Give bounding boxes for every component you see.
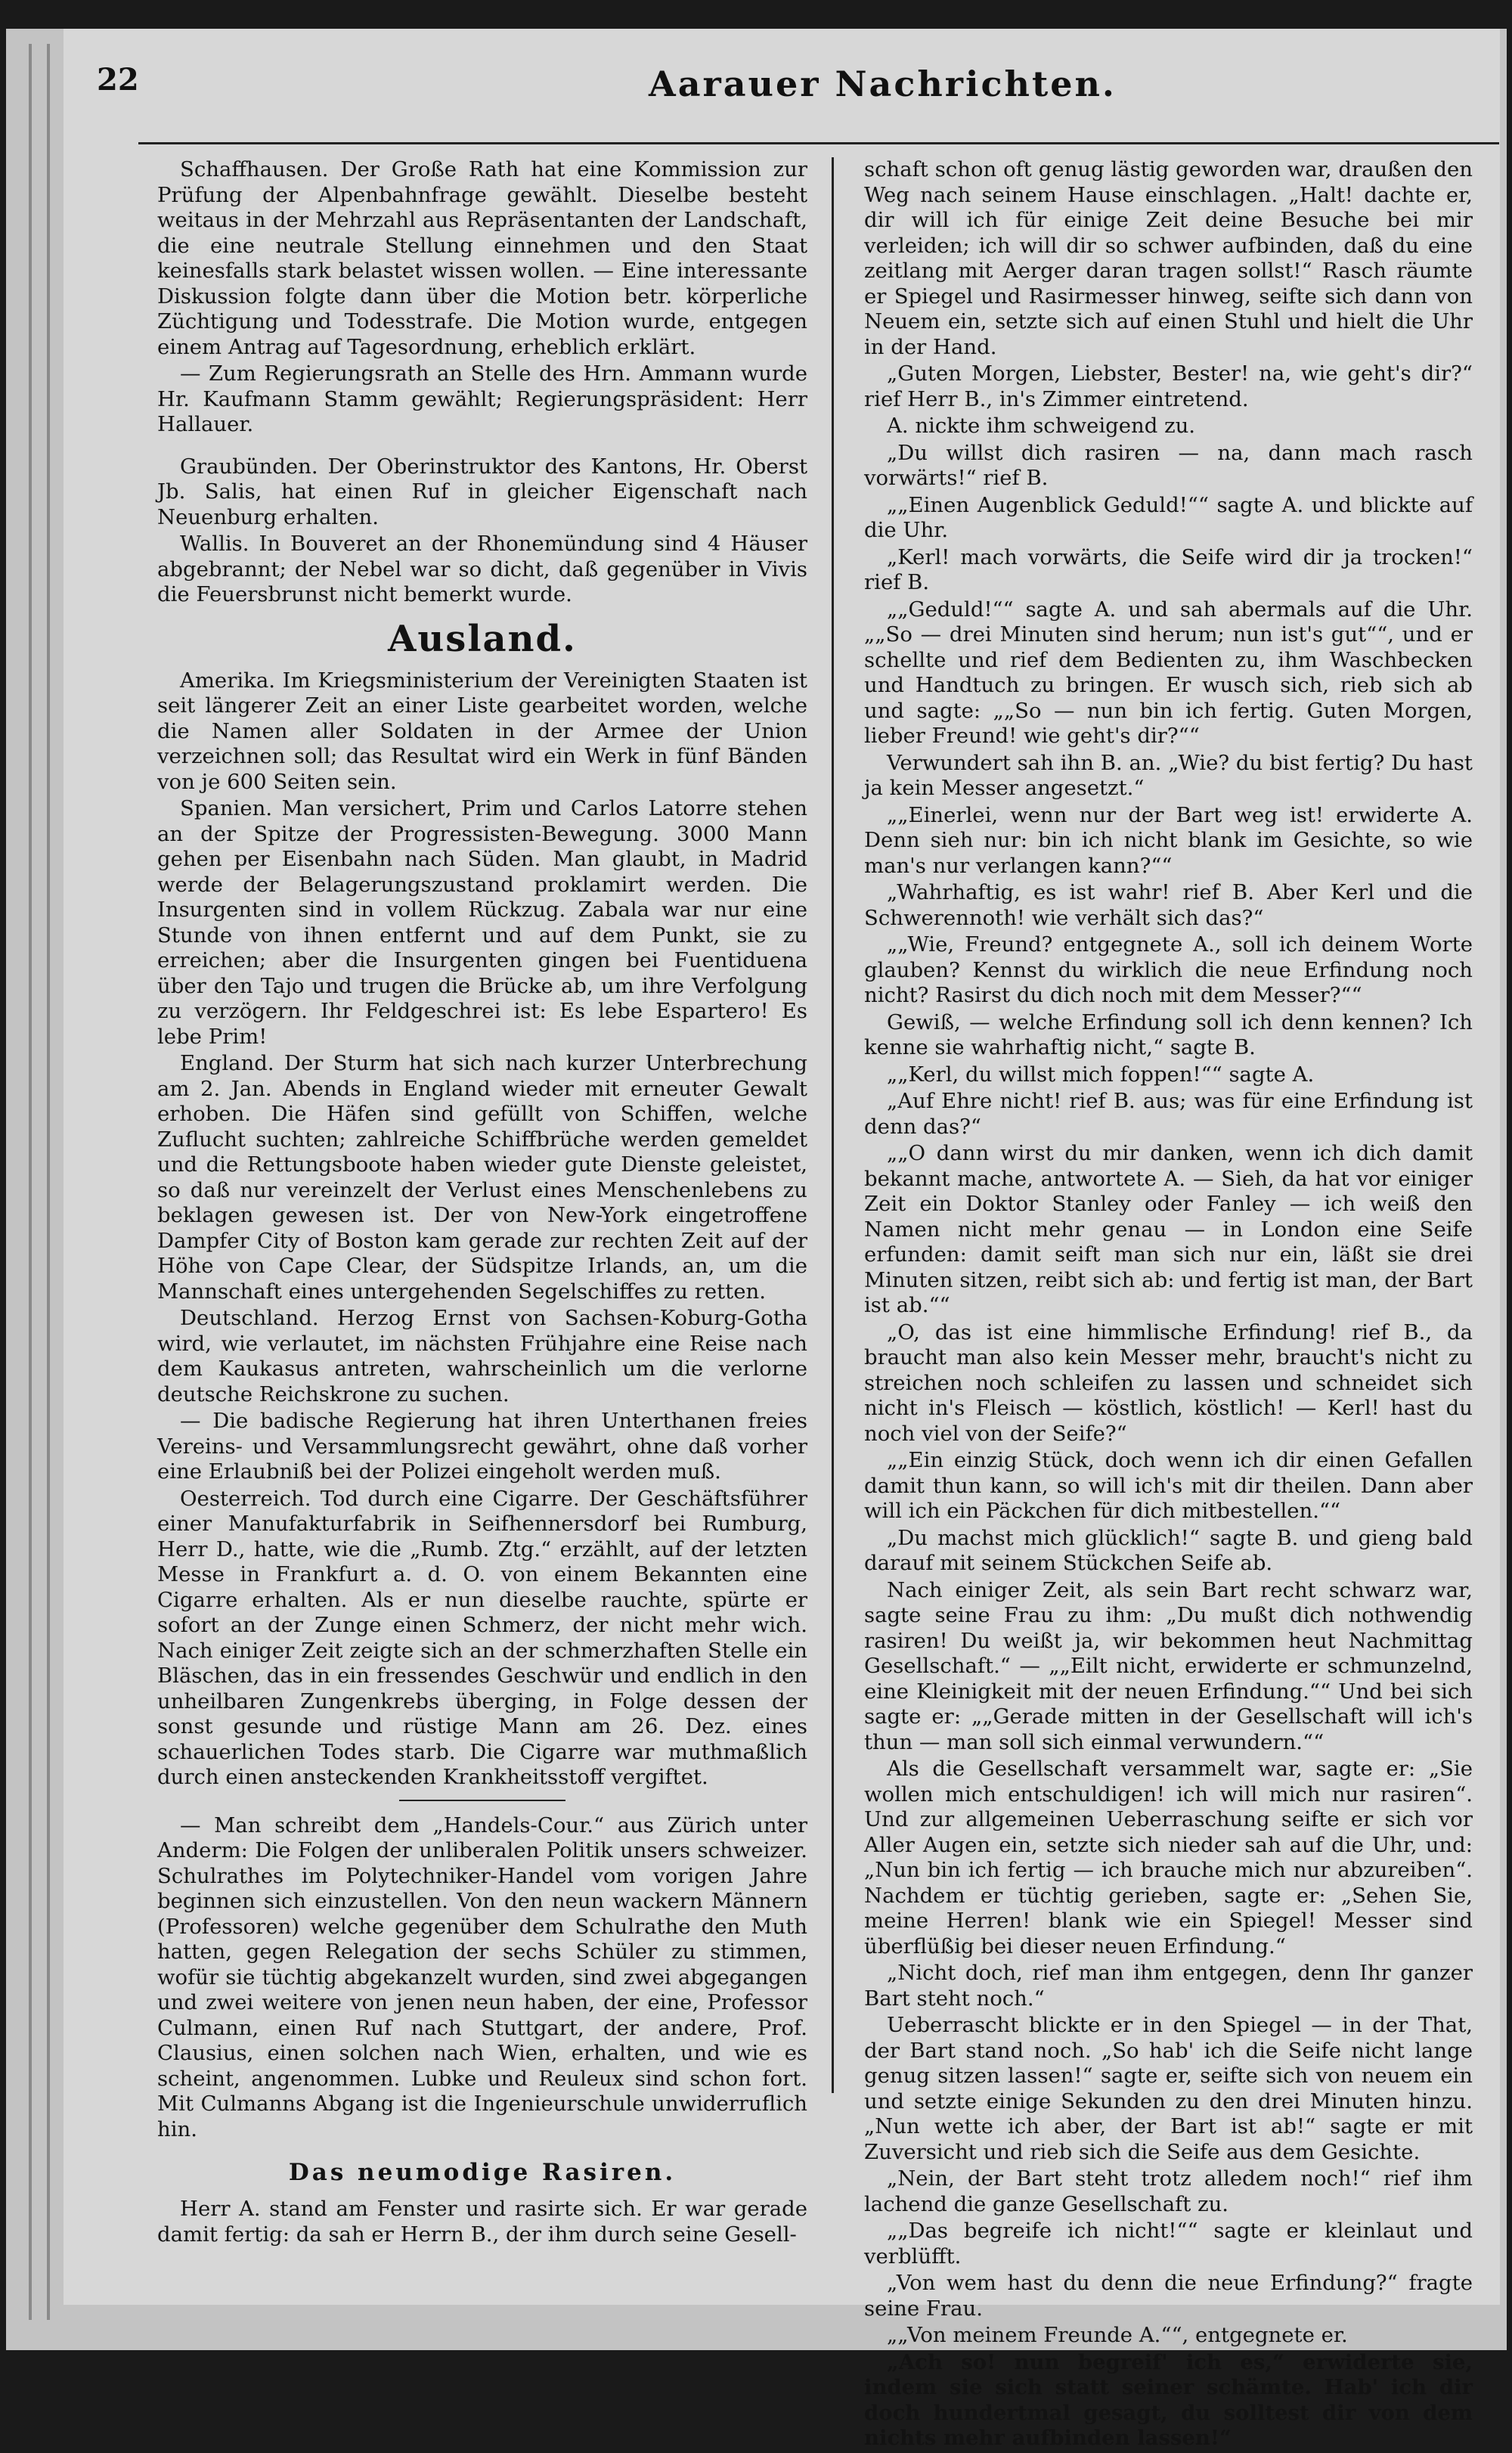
feuilleton-title: Das neumodige Rasiren.: [288, 2159, 677, 2186]
story-paragraph: „„Einen Augenblick Geduld!““ sagte A. und blickte auf die Uhr.: [864, 492, 1473, 542]
story-paragraph: „„Wie, Freund? entgegnete A., soll ich deinem Worte glauben? Kennst du wirklich die neue Erfindung noch nicht? Rasirst du dich noch mit dem Messer?““: [864, 932, 1473, 1007]
story-paragraph: „„Kerl, du willst mich foppen!““ sagte A.: [887, 1062, 1315, 1087]
article-wallis: Wallis. In Bouveret an der Rhonemündung sind 4 Häuser abgebrannt; der Nebel war so dicht, daß gegenüber in Vivis die Feuersbrunst nicht bemerkt wurde.: [157, 532, 807, 606]
article-spanien: Spanien. Man versichert, Prim und Carlos Latorre stehen an der Spitze der Progressisten-Bewegung. 3000 Mann gehen per Eisenbahn nach Süden. Man glaubt, in Madrid werde der Belagerungszustand proklamirt werden. Die Insurgenten sind in vollem Rückzug. Zabala war nur eine Stunde von ihnen entfernt und auf dem Punkt, sie zu erreichen; aber die Insurgenten gingen bei Fuentiduena über den Tajo und trugen die Brücke ab, um ihre Verfolgung zu verzögern. Ihr Feldgeschrei ist: Es lebe Espartero! Es lebe Prim!: [157, 796, 807, 1049]
story-paragraph: A. nickte ihm schweigend zu.: [887, 414, 1196, 438]
newspaper-page: [6, 29, 1507, 2450]
story-paragraph: schaft schon oft genug lästig geworden war, draußen den Weg nach seinem Hause einschlagen. „Halt! dachte er, dir will ich für einige Zeit deine Besuche bei mir verleiden; ich will dir so schwer aufbinden, daß du eine zeitlang mit Aerger daran tragen sollst!“ Rasch räumte er Spiegel und Rasirmesser hinweg, seifte sich dann von Neuem ein, setzte sich auf einen Stuhl und hielt die Uhr in der Hand.: [864, 157, 1473, 359]
story-paragraph: Als die Gesellschaft versammelt war, sagte er: „Sie wollen mich entschuldigen! ich will mich nur rasiren“. Und zur allgemeinen Ueberraschung seifte er sich vor Aller Augen ein, setzte sich nieder sah auf die Uhr, und: „Nun bin ich fertig — ich brauche mich nur abzureiben“. Nachdem er tüchtig gerieben, sagte er: „Sehen Sie, meine Herren! blank wie ein Spiegel! Messer sind überflüßig bei dieser neuen Erfindung.“: [864, 1757, 1473, 1958]
story-paragraph: „„Einerlei, wenn nur der Bart weg ist! erwiderte A. Denn sieh nur: bin ich nicht blank im Gesichte, so wie man's nur verlangen kann?““: [864, 802, 1473, 878]
article-zuerich: — Man schreibt dem „Handels-Cour.“ aus Zürich unter Anderm: Die Folgen der unliberalen Politik unsers schweizer. Schulrathes im Polytechniker-Handel vom vorigen Jahre beginnen sich einzustellen. Von den neun wackern Männern (Professoren) welche gegenüber dem Schulrathe den Muth hatten, gegen Relegation der sechs Schüler zu stimmen, wofür sie tüchtig abgekanzelt wurden, sind zwei abgegangen und zwei weitere von jenen neun haben, der eine, Professor Culmann, einen Ruf nach Stuttgart, der andere, Prof. Clausius, einen solchen nach Wien, erhalten, und wie es scheint, angenommen. Lubke und Reuleux sind schon fort. Mit Culmanns Abgang ist die Ingenieurschule unwiderruflich hin.: [157, 1813, 807, 2141]
story-paragraph: „Wahrhaftig, es ist wahr! rief B. Aber Kerl und die Schwerennoth! wie verhält sich das?“: [864, 880, 1473, 930]
story-paragraph: „„Das begreife ich nicht!““ sagte er kleinlaut und verblüfft.: [864, 2219, 1473, 2268]
column-rule: [832, 157, 834, 2093]
story-closing: „Ach so! nun begreif' ich es,“ erwiderte sie, indem sie sich statt seiner schämte. Hab' ich dir doch hundertmal gesagt, du solltest dir von dem nichts mehr aufbinden lassen!“: [864, 2349, 1473, 2450]
article-schaffhausen: Schaffhausen. Der Große Rath hat eine Kommission zur Prüfung der Alpenbahnfrage gewählt. Dieselbe besteht weitaus in der Mehrzahl aus Repräsentanten der Landschaft, die eine neutrale Stellung einnehmen und den Staat keinesfalls stark belastet wissen wollen. — Eine interessante Diskussion folgte dann über die Motion betr. körperliche Züchtigung und Todesstrafe. Die Motion wurde, entgegen einem Antrag auf Tagesordnung, erheblich erklärt.: [157, 157, 807, 359]
page-edge: [29, 44, 32, 2320]
article-amerika: Amerika. Im Kriegsministerium der Vereinigten Staaten ist seit längerer Zeit an einer Liste gearbeitet worden, welche die Namen aller Soldaten in der Armee der Union verzeichnen soll; das Resultat wird ein Werk in fünf Bänden von je 600 Seiten sein.: [157, 668, 807, 794]
article-regierungsrath: — Zum Regierungsrath an Stelle des Hrn. Ammann wurde Hr. Kaufmann Stamm gewählt; Regierungspräsident: Herr Hallauer.: [157, 361, 807, 436]
article-oesterreich: Oesterreich. Tod durch eine Cigarre. Der Geschäftsführer einer Manufakturfabrik in Seifhennersdorf bei Rumburg, Herr D., hatte, wie die „Rumb. Ztg.“ erzählt, auf der letzten Messe in Frankfurt a. d. O. von einem Bekannten eine Cigarre erhalten. Als er nun dieselbe rauchte, spürte er sofort an der Zunge einen Schmerz, der nicht mehr wich. Nach einiger Zeit zeigte sich an der schmerzhaften Stelle ein Bläschen, das in ein fressendes Geschwür und endlich in den unheilbaren Zungenkrebs überging, in Folge dessen der sonst gesunde und rüstige Mann am 26. Dez. eines schauerlichen Todes starb. Die Cigarre war muthmaßlich durch einen ansteckenden Krankheitsstoff vergiftet.: [157, 1486, 807, 1789]
story-paragraph: Gewiß, — welche Erfindung soll ich denn kennen? Ich kenne sie wahrhaftig nicht,“ sagte B.: [864, 1009, 1473, 1059]
header-rule: [138, 142, 1499, 144]
left-column: [157, 157, 807, 2249]
story-paragraph: „Kerl! mach vorwärts, die Seife wird dir ja trocken!“ rief B.: [864, 544, 1473, 594]
article-baden: — Die badische Regierung hat ihren Unterthanen freies Vereins- und Versammlungsrecht gewährt, ohne daß vorher eine Erlaubniß bei der Polizei eingeholt werden muß.: [157, 1409, 807, 1484]
story-paragraph: „O, das ist eine himmlische Erfindung! rief B., da braucht man also kein Messer mehr, braucht's nicht zu streichen noch schleifen zu lassen und schneidet sich nicht in's Fleisch — köstlich, köstlich! — Kerl! hast du noch viel von der Seife?“: [864, 1320, 1473, 1446]
story-paragraph: „Auf Ehre nicht! rief B. aus; was für eine Erfindung ist denn das?“: [864, 1089, 1473, 1139]
story-paragraph: „„Von meinem Freunde A.““, entgegnete er.: [887, 2323, 1348, 2347]
story-paragraph: „Du willst dich rasiren — na, dann mach rasch vorwärts!“ rief B.: [864, 440, 1473, 490]
story-paragraph: „Von wem hast du denn die neue Erfindung?“ fragte seine Frau.: [864, 2271, 1473, 2321]
story-paragraph: „Du machst mich glücklich!“ sagte B. und gieng bald darauf mit seinem Stückchen Seife ab.: [864, 1525, 1473, 1575]
article-england: England. Der Sturm hat sich nach kurzer Unterbrechung am 2. Jan. Abends in England wieder mit erneuter Gewalt erhoben. Die Häfen sind gefüllt von Schiffen, welche Zuflucht suchten; zahlreiche Schiffbrüche werden gemeldet und die Rettungsboote haben wieder gute Dienste geleistet, so daß nur vereinzelt der Verlust eines Menschenlebens zu beklagen gewesen ist. Der von New-York eingetroffene Dampfer City of Boston kam gerade zur rechten Zeit auf der Höhe von Cape Clear, der Südspitze Irlands, an, um die Mannschaft eines untergehenden Segelschiffes zu retten.: [157, 1051, 807, 1304]
story-paragraph: „„O dann wirst du mir danken, wenn ich dich damit bekannt mache, antwortete A. — Sieh, da hat vor einiger Zeit ein Doktor Stanley oder Fanley — ich weiß den Namen nicht mehr genau — in London eine Seife erfunden: damit seift man sich nur ein, läßt sie drei Minuten sitzen, reibt sich ab: und fertig ist man, der Bart ist ab.““: [864, 1141, 1473, 1317]
story-paragraph: Nach einiger Zeit, als sein Bart recht schwarz war, sagte seine Frau zu ihm: „Du mußt dich nothwendig rasiren! Du weißt ja, wir bekommen heut Nachmittag Gesellschaft.“ — „„Eilt nicht, erwiderte er schmunzelnd, eine Kleinigkeit mit der neuen Erfindung.““ Und bei sich sagte er: „„Gerade mitten in der Gesellschaft will ich's thun — man soll sich einmal verwundern.““: [864, 1577, 1473, 1754]
story-paragraph: Ueberrascht blickte er in den Spiegel — in der That, der Bart stand noch. „So hab' ich die Seife nicht lange genug sitzen lassen!“ sagte er, seifte sich von neuem ein und setzte einige Sekunden zu den drei Minuten hinzu. „Nun wette ich aber, der Bart ist ab!“ sagte er mit Zuversicht und rieb sich die Seife aus dem Gesichte.: [864, 2013, 1473, 2164]
right-column: [864, 157, 1473, 2453]
story-paragraph: Verwundert sah ihn B. an. „Wie? du bist fertig? Du hast ja kein Messer angesetzt.“: [864, 750, 1473, 800]
masthead-title: Aarauer Nachrichten.: [649, 64, 1117, 104]
article-deutschland: Deutschland. Herzog Ernst von Sachsen-Koburg-Gotha wird, wie verlautet, im nächsten Frühjahre eine Reise nach dem Kaukasus antreten, wahrscheinlich um die verlorne deutsche Reichskrone zu suchen.: [157, 1306, 807, 1406]
page-edge: [47, 44, 50, 2320]
section-divider: [399, 1800, 565, 1801]
article-graubuenden: Graubünden. Der Oberinstruktor des Kantons, Hr. Oberst Jb. Salis, hat einen Ruf in gleicher Eigenschaft nach Neuenburg erhalten.: [157, 454, 807, 529]
story-paragraph: „„Geduld!““ sagte A. und sah abermals auf die Uhr. „„So — drei Minuten sind herum; nun ist's gut““, und er schellte und rief dem Bedienten zu, ihm Waschbecken und Handtuch zu bringen. Er wusch sich, rieb sich ab und sagte: „„So — nun bin ich fertig. Guten Morgen, lieber Freund! wie geht's dir?““: [864, 597, 1473, 748]
page-number: 22: [97, 62, 139, 98]
section-heading-ausland: Ausland.: [388, 617, 577, 660]
story-paragraph: „Guten Morgen, Liebster, Bester! na, wie geht's dir?“ rief Herr B., in's Zimmer eintretend.: [864, 361, 1473, 411]
story-paragraph: „Nein, der Bart steht trotz alledem noch!“ rief ihm lachend die ganze Gesellschaft zu.: [864, 2166, 1473, 2216]
story-paragraph: „„Ein einzig Stück, doch wenn ich dir einen Gefallen damit thun kann, so will ich's mit dir theilen. Dann aber will ich ein Päckchen für dich mitbestellen.““: [864, 1448, 1473, 1523]
story-opening: Herr A. stand am Fenster und rasirte sich. Er war gerade damit fertig: da sah er Herrn B., der ihm durch seine Gesell-: [157, 2197, 807, 2247]
story-paragraph: „Nicht doch, rief man ihm entgegen, denn Ihr ganzer Bart steht noch.“: [864, 1961, 1473, 2011]
